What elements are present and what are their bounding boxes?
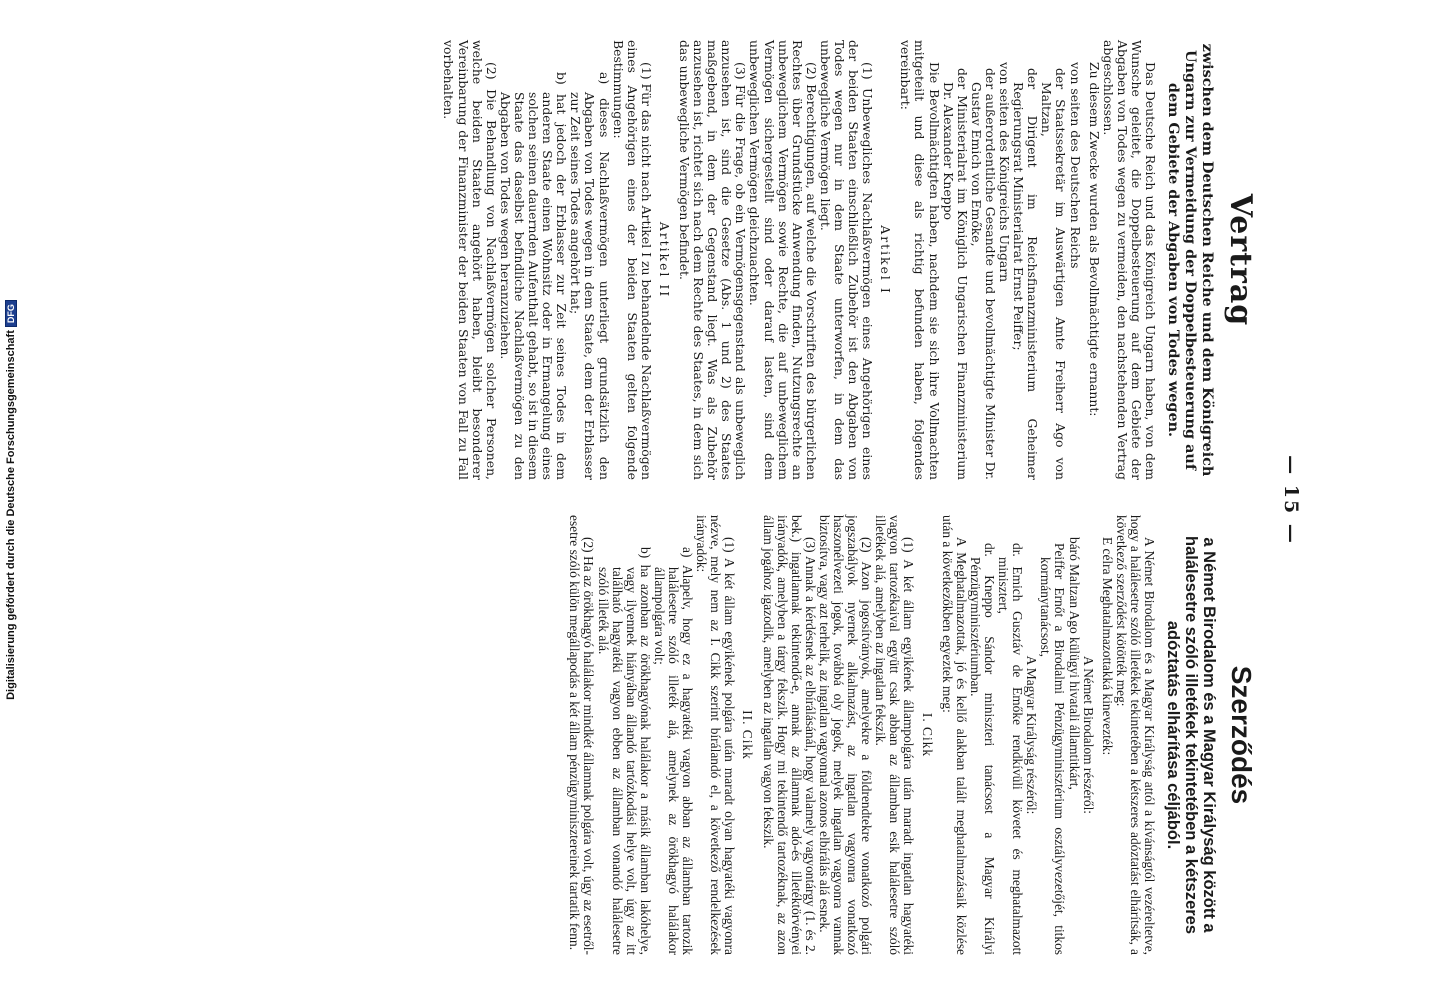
dfg-logo: DFG <box>5 300 17 327</box>
german-party1-person2: der Dirigent im Reichsfinanzministerium Geheimer Regierungsrat Ministerialrat Ernst Peiffer; <box>1011 68 1041 480</box>
german-article-1-para-1: (1) Unbewegliches Nachlaßvermögen eines Angehörigen eines der beiden Staaten einschließlich Zubehör ist den Abgaben von Todes wegen nur in dem Staate unterworfen, in dem das unbewegliche Vermögen liegt. <box>817 40 876 480</box>
hungarian-party2-person1: dr. Emich Gusztáv de Emőke rendkívüli követet és meghatalmazott minisztert, <box>996 543 1026 955</box>
hungarian-article-1-heading: I. Cikk <box>919 712 935 758</box>
credit-text: Digitalisierung gefördert durch die Deutsche Forschungsgemeinschaft <box>5 330 17 700</box>
hungarian-intro2: E célra Meghatalmazottakká kinevezték: <box>1099 537 1115 756</box>
german-intro: Das Deutsche Reich und das Königreich Ungarn haben, von dem Wunsche geleitet, die Doppelbesteuerung auf dem Gebiete der Abgaben von Todes wegen zu vermeiden, den nachstehenden Vertrag abgeschlossen. <box>1100 40 1158 480</box>
german-closing: Die Bevollmächtigten haben, nachdem sie sich ihre Vollmachten mitgeteilt und diese als richtig befunden haben, folgendes vereinbart: <box>898 40 942 480</box>
hungarian-intro: A Német Birodalom és a Magyar Királyság attól a kívánságtól vezéreltetve, hogy a halálesetre szóló illetékek tekintetében a kétszeres adóztatást elhárítsák, a következő szerződést kötötték meg: <box>1113 515 1157 955</box>
hungarian-party1-person2: Peiffer Ernőt a Birodalmi Pénzügyminisztérium osztályvezetőjét, titkos kormánytanácsost, <box>1038 543 1068 955</box>
hungarian-article-2-item-b: b) ha azonban az örökhagyónak halálakor a másik államban lakóhelye, vagy ilyennek hiányában állandó tartózkodási helye volt, úgy az itt található hagyatéki vagyon ebben az államban vonandó halálesetre szóló illeték alá. <box>595 547 653 955</box>
german-party2-person2: der Ministerialrat im Königlich Ungarischen Finanzministerium Dr. Alexander Kneppo <box>940 68 970 480</box>
page-number: — 15 — <box>1280 455 1302 545</box>
hungarian-column <box>567 515 1258 955</box>
hungarian-article-1-para-3: (3) Annak a kérdésnek az elbírálásánál, hogy valamely vagyontárgy (1. és 2. bek.) ingatlannak tekintendő-e, annak az államnak adó-és illetéktörvényei irányadók, amelyben a tárgy fekszik. Hogy mi tekintendő tartozéknak, az azon állam jogához igazodik, amelyben az ingatlan vagyon fekszik. <box>760 515 818 955</box>
hungarian-article-2-heading: II. Cikk <box>740 710 756 760</box>
hungarian-article-2-para-2: (2) Ha az örökhagyó halálakor mindkét államnak polgára volt, úgy az esetről-esetre szóló külön megállapodás a két állam pénzügyminisztereinek tartatik fenn. <box>567 515 597 955</box>
hungarian-party1: A Német Birodalom részéről: <box>1080 655 1096 815</box>
hungarian-subtitle: a Német Birodalom és a Magyar Királyság között a halálesetre szóló illetékek tekintetében a kétszeres adóztatás elhárítása céljából. <box>1164 535 1218 935</box>
german-subtitle: zwischen dem Deutschen Reiche und dem Königreich Ungarn zur Vermeidung der Doppelbesteuerung auf dem Gebiete der Abgaben von Todes wegen. <box>1165 43 1216 477</box>
german-article-2-para-1: (1) Für das nicht nach Artikel I zu behandelnde Nachlaßvermögen eines Angehörigen eines der beiden Staaten gelten folgende Bestimmungen: <box>610 40 654 480</box>
hungarian-article-1-para-1: (1) A két állam egyikének állampolgára után maradt ingatlan hagyatéki vagyon tartozékaival együtt csak abban az államban esik halálesetre szóló illetékek alá, amelyben az ingatlan fekszik. <box>873 515 917 955</box>
hungarian-title: Szerződés <box>1226 665 1257 805</box>
hungarian-party1-person1: báró Maltzan Ago külügyi hivatali államtitkárt, <box>1066 537 1082 790</box>
german-intro2: Zu diesem Zwecke wurden als Bevollmächtigte ernannt: <box>1086 62 1102 417</box>
hungarian-article-1-para-2: (2) Azon jogosítványok, amelyekre a földrendtekre vonatkozó polgári jogszabályok nyernek alkalmazást, az ingatlan vagyonra vonatkozó haszonélvezeti jogok, továbbá oly jogok, melyek ingatlan vagyonra vannak biztosítva, vagy azt terhelik, az ingatlan vagyonnal azonos elbírálás alá esnek. <box>816 515 875 955</box>
german-party2-person1: der außerordentliche Gesandte und bevollmächtigte Minister Dr. Gustav Emich von Emőke, <box>968 68 998 480</box>
german-article-2-heading: Artikel II <box>656 221 672 299</box>
german-party1-person1: der Staatssekretär im Auswärtigen Amte Freiherr Ago von Maltzan, <box>1039 68 1069 480</box>
german-article-2-para-2: (2) Die Behandlung von Nachlaßvermögen solcher Personen, welche beiden Staaten angehört haben, bleibt besonderer Vereinbarung der Finanzminister der beiden Staaten von Fall zu Fall vorbehalten. <box>441 40 499 480</box>
hungarian-article-2-para-1: (1) A két állam egyikének polgára után maradt olyan hagyatéki vagyonra nézve, mely nem az I. Cikk szerint bírálandó el, a következő rendelkezések irányadók: <box>694 515 738 955</box>
hungarian-article-2-item-a: a) Alapelv, hogy ez a hagyatéki vagyon abban az államban tartozik halálesetre szóló illeték alá, amelynek az örökhagyó halálakor állampolgára volt; <box>651 547 696 955</box>
document-page <box>120 30 1310 970</box>
german-article-1-para-2: (2) Berechtigungen, auf welche die Vorschriften des bürgerlichen Rechtes über Grundstücke Anwendung finden, Nutzungsrechte an unbeweglichem Vermögen sowie Rechte, die auf unbeweglichem Vermögen sichergestellt sind oder darauf lasten, sind dem unbeweglichen Vermögen gleichzuachten. <box>747 40 819 480</box>
german-title: Vertrag <box>1223 193 1258 327</box>
german-column <box>441 40 1258 480</box>
german-party1: von seiten des Deutschen Reichs <box>1067 62 1083 269</box>
german-article-1-para-3: (3) Für die Frage, ob ein Vermögensgegenstand als unbeweglich anzusehen ist, sind die Gesetze (Abs. 1 und 2) des Staates maßgebend, in dem der Gegenstand liegt. Was als Zubehör anzusehen ist, richtet sich nach dem Rechte des Staates, in dem sich das unbewegliche Vermögen befindet. <box>677 40 749 480</box>
hungarian-party2: A Magyar Királyság részéről: <box>1024 655 1040 815</box>
hungarian-closing: A Meghatalmazottak, jó és kellő alakban talált meghatalmazásaik közlése után a következőkben egyeztek meg: <box>939 515 969 955</box>
german-article-2-item-b: b) hat jedoch der Erblasser zur Zeit seines Todes in dem anderen Staate einen Wohnsitz oder in Ermangelung eines solchen seinen dauernden Aufenthalt gehabt, so ist in diesem Staate das daselbst befindliche Nachlaßvermögen zu den Abgaben von Todes wegen heranzuziehen. <box>497 72 570 480</box>
german-article-2-item-a: a) dieses Nachlaßvermögen unterliegt grundsätzlich den Abgaben von Todes wegen in dem Staate, dem der Erblasser zur Zeit seines Todes angehört hat; <box>568 72 612 480</box>
german-article-1-heading: Artikel I <box>878 225 894 295</box>
hungarian-party2-person2: dr. Kneppo Sándor miniszteri tanácsost a Magyar Királyi Pénzügyminisztériumban. <box>967 543 997 955</box>
german-party2: von seiten des Königreichs Ungarn <box>997 62 1013 283</box>
digitization-credit <box>0 0 22 1000</box>
